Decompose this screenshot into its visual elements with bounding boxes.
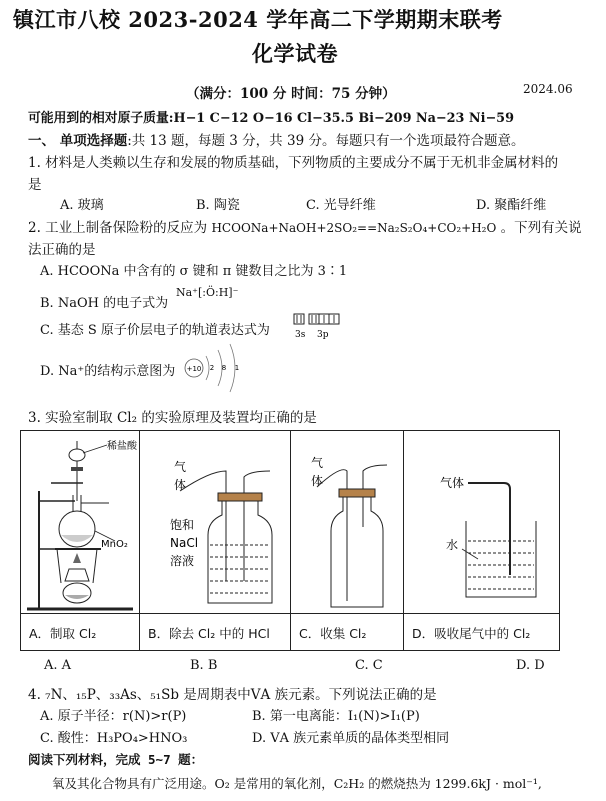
apparatus-b-drawing — [140, 431, 290, 614]
caption-d: D．吸收尾气中的 Cl₂ — [412, 625, 531, 641]
na-shell-3-count: 1 — [234, 364, 240, 372]
orbital-3p-label: 3p — [317, 330, 329, 340]
apparatus-d-drawing — [404, 431, 554, 614]
q4-stem: 4. ₇N、₁₅P、₃₃As、₅₁Sb 是周期表中ⅤA 族元素。下列说法正确的是 — [28, 687, 437, 703]
apparatus-a-drawing — [21, 431, 139, 614]
orbital-diagram — [293, 312, 343, 342]
reading-heading: 阅读下列材料，完成 5~7 题： — [28, 752, 204, 767]
q1-option-c: C. 光导纤维 — [306, 198, 376, 213]
water-label: 水 — [446, 538, 459, 552]
apparatus-a-cell — [21, 431, 140, 614]
exam-date: 2024.06 — [523, 82, 573, 96]
caption-d-cell — [404, 614, 560, 651]
section1-heading: 一、 单项选择题 — [28, 133, 128, 149]
score-time: （满分：100 分 时间：75 分钟） — [186, 86, 396, 102]
orbital-3s-label: 3s — [295, 330, 306, 340]
gas-label-d: 气体 — [440, 476, 465, 490]
gas-label-b-2: 体 — [174, 478, 187, 492]
nacl-label: NaCl — [170, 536, 199, 550]
gas-label-c-1: 气 — [311, 456, 324, 470]
q2-option-d: D. Na⁺的结构示意图为 — [40, 364, 176, 379]
q1-stem-line2: 是 — [28, 177, 42, 193]
q1-option-a: A. 玻璃 — [60, 198, 104, 213]
q2-option-c: C. 基态 S 原子价层电子的轨道表达式为 — [40, 323, 270, 338]
q2-stem-suffix: 。下列有关说 — [500, 220, 582, 236]
caption-c: C．收集 Cl₂ — [299, 625, 367, 641]
na-shell-2-count: 8 — [221, 364, 227, 372]
q4-option-a: A. 原子半径：r(N)>r(P) — [40, 709, 187, 724]
section1-instruction: :共 13 题，每题 3 分，共 39 分。每题只有一个选项最符合题意。 — [127, 133, 525, 149]
naoh-electron-formula: Na⁺[:Ö:H]⁻ — [176, 286, 239, 299]
apparatus-b-cell — [140, 431, 291, 614]
q3-stem: 3. 实验室制取 Cl₂ 的实验原理及装置均正确的是 — [28, 410, 317, 426]
q1-option-d: D. 聚酯纤维 — [476, 198, 547, 213]
caption-b: B．除去 Cl₂ 中的 HCl — [148, 625, 270, 641]
q4-option-d: D. ⅤA 族元素单质的晶体类型相同 — [252, 731, 450, 746]
q2-stem-prefix: 2. 工业上制备保险粉的反应为 — [28, 220, 208, 236]
gas-label-b-1: 气 — [174, 460, 187, 474]
section1-line — [28, 129, 524, 149]
q4-option-c: C. 酸性：H₃PO₄>HNO₃ — [40, 731, 188, 746]
q3-option-b: B. B — [190, 658, 218, 673]
caption-c-cell — [291, 614, 404, 651]
caption-a: A．制取 Cl₂ — [29, 625, 97, 641]
exam-title-line2: 化学试卷 — [252, 41, 338, 66]
q3-option-a: A. A — [44, 658, 72, 673]
exam-title-line1: 镇江市八校 2023-2024 学年高二下学期期末联考 — [13, 7, 503, 32]
q1-stem-line1: 1. 材料是人类赖以生存和发展的物质基础，下列物质的主要成分不属于无机非金属材料的 — [28, 155, 559, 171]
apparatus-c-cell — [291, 431, 404, 614]
na-shell-1-count: 2 — [209, 364, 215, 372]
apparatus-c-drawing — [291, 431, 403, 614]
reading-text: 氧及其化合物具有广泛用途。O₂ 是常用的氧化剂，C₂H₂ 的燃烧热为 1299.6kJ · mol⁻¹, — [52, 776, 542, 791]
hcl-label: 稀盐酸 — [107, 441, 137, 452]
q2-equation: HCOONa+NaOH+2SO₂==Na₂S₂O₄+CO₂+H₂O — [211, 221, 497, 235]
solution-label: 溶液 — [170, 554, 195, 568]
gas-label-c-2: 体 — [311, 474, 324, 488]
na-ion-structure-diagram — [182, 340, 252, 396]
q4-option-b: B. 第一电离能：I₁(N)>I₁(P) — [252, 709, 420, 724]
q2-stem-line1 — [28, 216, 582, 236]
q2-option-a: A. HCOONa 中含有的 σ 键和 π 键数目之比为 3∶1 — [40, 264, 348, 279]
experiment-table — [20, 430, 560, 651]
atomic-masses: 可能用到的相对原子质量:H−1 C−12 O−16 Cl−35.5 Bi−209 Na−23 Ni−59 — [28, 111, 514, 126]
saturated-label: 饱和 — [170, 518, 195, 532]
q2-stem-line2: 法正确的是 — [28, 242, 96, 258]
q2-option-b: B. NaOH 的电子式为 — [40, 296, 169, 311]
q3-option-c: C. C — [355, 658, 383, 673]
apparatus-d-cell — [404, 431, 560, 614]
q1-option-b: B. 陶瓷 — [196, 198, 240, 213]
na-nucleus-label: +10 — [186, 365, 202, 373]
caption-a-cell — [21, 614, 140, 651]
caption-b-cell — [140, 614, 291, 651]
mno2-label: MnO₂ — [101, 539, 128, 550]
q3-option-d: D. D — [516, 658, 545, 673]
